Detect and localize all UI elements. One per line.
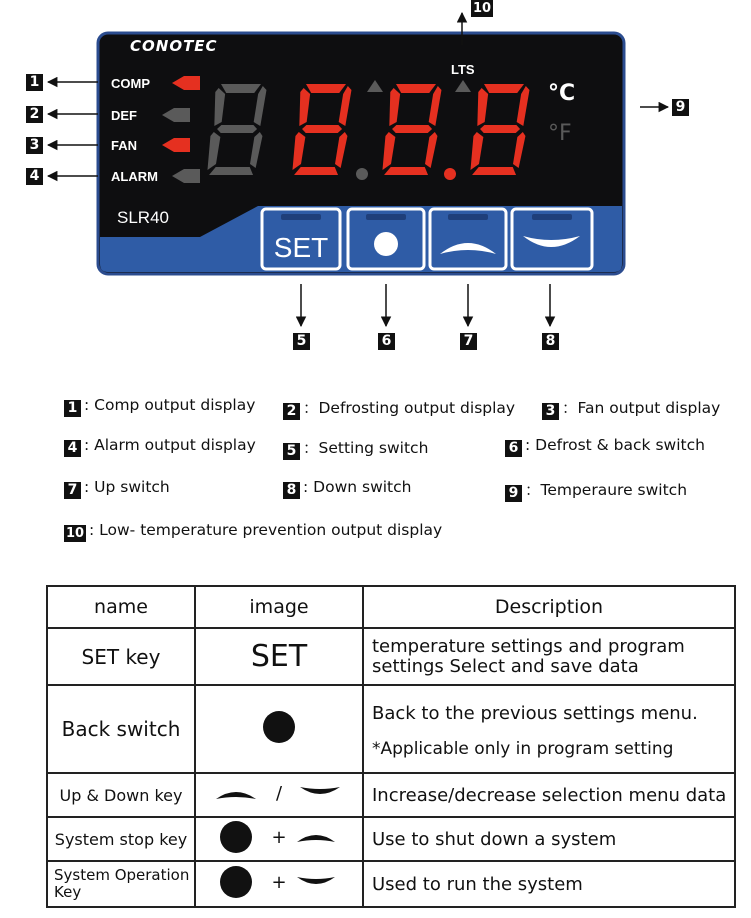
set-key-image: SET (195, 628, 363, 685)
table-header-row (47, 586, 735, 628)
up-down-image (195, 773, 363, 817)
row-name: SET key (47, 628, 195, 685)
comp-indicator-label: COMP (111, 76, 150, 91)
table-row (47, 817, 735, 861)
circle-icon (263, 711, 295, 743)
table-row (47, 628, 735, 685)
callout-2: 2 (26, 106, 43, 123)
plus-sign: + (271, 826, 287, 848)
row-description (363, 628, 735, 685)
callout-9: 9 (672, 99, 689, 116)
legend-num-5: 5 (283, 443, 300, 460)
row-name-line: System Operation (54, 866, 190, 884)
stop-combo-image (195, 817, 363, 861)
legend-text-2: ：Defrosting output display (303, 399, 516, 417)
down-chevron-icon (300, 787, 340, 794)
callout-10: 10 (472, 1, 492, 16)
run-combo-icons (219, 865, 339, 899)
legend-text-7: : Up switch (84, 478, 170, 496)
row-name-line: Key (54, 883, 82, 901)
legend-item-9 (505, 478, 687, 502)
back-circle-icon (374, 232, 398, 256)
controller-diagram (0, 0, 751, 360)
callout-5: 5 (293, 333, 310, 350)
legend-item-8 (283, 478, 411, 499)
desc-line: temperature settings and program (372, 635, 685, 657)
up-key[interactable] (430, 209, 506, 269)
callout-4: 4 (26, 168, 43, 185)
row-name: Back switch (47, 685, 195, 773)
row-name (47, 861, 195, 907)
fan-indicator-label: FAN (111, 138, 137, 153)
up-chevron-icon (216, 792, 256, 799)
circle-icon (220, 821, 252, 853)
row-description: Use to shut down a system (363, 817, 735, 861)
back-key[interactable] (348, 209, 424, 269)
plus-sign: + (271, 871, 287, 893)
decimal-point-2 (444, 168, 456, 180)
legend-item-6 (505, 436, 705, 457)
legend-item-1 (64, 396, 255, 417)
legend-text-8: : Down switch (303, 478, 412, 496)
table-row (47, 685, 735, 773)
legend-text-10: : Low- temperature prevention output display (89, 521, 443, 539)
row-name: System stop key (47, 817, 195, 861)
slash-separator: / (275, 782, 283, 804)
header-image: image (195, 586, 363, 628)
legend-num-9: 9 (505, 485, 522, 502)
legend-text-3: ：Fan output display (562, 399, 721, 417)
legend-num-6: 6 (505, 440, 522, 457)
svg-text:SET: SET (273, 232, 329, 263)
header-description: Description (363, 586, 735, 628)
lts-label: LTS (451, 62, 475, 77)
row-description (363, 685, 735, 773)
legend-num-3: 3 (542, 403, 559, 420)
legend-text-1: : Comp output display (84, 396, 256, 414)
callout-6: 6 (378, 333, 395, 350)
legend-text-6: : Defrost & back switch (525, 436, 705, 454)
up-chevron-icon (297, 835, 335, 842)
table-row (47, 773, 735, 817)
decimal-point-1 (356, 168, 368, 180)
back-circle-image (195, 685, 363, 773)
legend-item-4 (64, 436, 256, 457)
stop-combo-icons (219, 820, 339, 854)
model-label: SLR40 (117, 208, 169, 227)
legend-item-5 (283, 436, 428, 460)
legend-item-10 (64, 521, 442, 542)
legend-text-4: : Alarm output display (84, 436, 256, 454)
row-description: Used to run the system (363, 861, 735, 907)
callout-7: 7 (460, 333, 477, 350)
legend-num-7: 7 (64, 482, 81, 499)
desc-line: settings Select and save data (372, 655, 639, 677)
desc-line: Back to the previous settings menu. (372, 703, 698, 724)
def-indicator-label: DEF (111, 108, 137, 123)
legend-item-2 (283, 396, 515, 420)
set-key[interactable] (262, 209, 340, 269)
desc-line: *Applicable only in program setting (372, 739, 674, 759)
table-row (47, 861, 735, 907)
key-description-table (46, 585, 736, 908)
alarm-indicator-label: ALARM (111, 169, 158, 184)
callout-8: 8 (542, 333, 559, 350)
callout-1: 1 (26, 74, 43, 91)
brand-logo: CONOTEC (130, 37, 218, 55)
header-name: name (47, 586, 195, 628)
legend-item-3 (542, 396, 720, 420)
legend-item-7 (64, 478, 170, 499)
run-combo-image (195, 861, 363, 907)
legend-num-8: 8 (283, 482, 300, 499)
circle-icon (220, 866, 252, 898)
legend-text-9: ：Temperaure switch (525, 481, 688, 499)
legend-num-10: 10 (65, 526, 85, 541)
callout-3: 3 (26, 137, 43, 154)
row-name: Up & Down key (47, 773, 195, 817)
celsius-unit: °C (548, 81, 576, 106)
down-chevron-icon (297, 877, 335, 884)
legend-num-2: 2 (283, 403, 300, 420)
legend-text-5: ：Setting switch (303, 439, 429, 457)
fahrenheit-unit: °F (548, 121, 572, 146)
legend-num-4: 4 (64, 440, 81, 457)
row-description: Increase/decrease selection menu data (363, 773, 735, 817)
legend-num-1: 1 (64, 400, 81, 417)
down-key[interactable] (512, 209, 592, 269)
up-down-icons (214, 781, 344, 805)
